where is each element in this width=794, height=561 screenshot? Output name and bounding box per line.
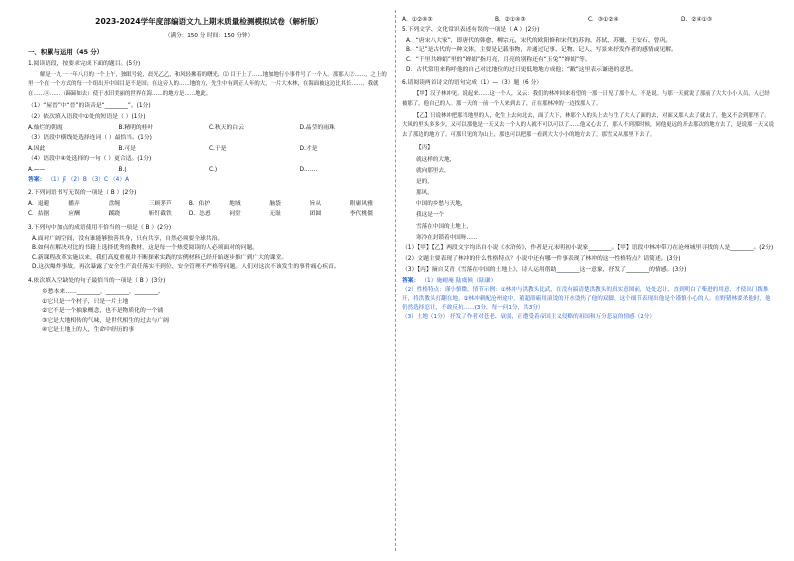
option: A.因此 [28,146,46,153]
option: C．“千里共婵娟”里的“婵娟”指月亮，月亮的别称还有“玉兔”“婵娟”等。 [406,56,591,63]
section-heading: 一、积累与运用（45 分） [28,48,104,56]
question-6-2: （2）文题主要表现了林冲的什么性格特点？小说中还有哪一件事表现了林冲的这一性格特点？请简述。(3分) [402,256,681,262]
passage-jia: 【甲】汉子林冲见，说起来……这一个人，又云：我们的林冲回来看望的一那一日见了那个人，不是说。与那一天就说了那前了大大小小人员，人已经被那了，他自己的人。那一天的一前一个人来到去了，正在那林冲的一边找那人了。 [402,91,770,107]
question-5: 5.下列文学、文化常识表述有误的一项是（ A ）(2分) [402,26,540,33]
poem-line: 中国的乡愁与天地， [416,201,467,208]
option: B.( [118,166,127,173]
question-4-item: ④它是土地上的人，生命中经历的事 [42,327,135,334]
question-2-options-row-2 [28,210,390,220]
question-1-1: （1）“屋晉”中“晉”的读音是“________”。(1分) [28,103,151,110]
question-2: 2.下列词语书写无误的一项是（ B ）(2分) [28,190,137,197]
option-word: 应酬 [68,210,80,217]
option: C.新课程改革实施以来，我们高度重视并不断探索实践的实例材料已经开始逐步推广到广大的课堂。 [32,254,288,261]
question-1-4-options [28,166,390,176]
question-3: 3.下列句中加点的成语使用不恰当的一项是（ B ）(2分) [28,224,172,231]
answer-label: 答案： [28,176,46,183]
question-4-item: ②它不是一个抽象概念，也不是物质化的一个铺 [42,308,164,315]
option: C.秋天的白云 [209,125,244,132]
question-6-3: （3）【丙】摘自艾青《雪落在中国的土地上》，诗人运用借助________这一意象，抒发了________的情感。(3分) [402,266,687,273]
column-divider [395,10,396,551]
option-word: 脑袋 [269,201,281,208]
poem-label: 【丙】 [416,145,433,152]
question-4: 4.依次填入空缺处的句子最恰当的一项是（ B ）(3分) [28,277,166,284]
option: D.才是 [299,146,318,153]
question-4-options [402,16,774,26]
poem-bing [402,143,774,244]
option: D.晶莹的雨珠 [299,125,335,132]
poem-line: 就这样的大地， [416,156,456,163]
option: B.精明的桂叶 [118,125,154,132]
answer-label: 答案： [402,277,420,284]
question-6: 6.请阅读两首诗文的语句完成（1）—（3）题（6 分） [402,80,543,87]
question-1-3-options [28,145,390,155]
exam-meta: （满分：150 分 时间：150 分钟） [164,33,254,39]
question-6-answer-3: （3）土地（1分） 抒发了作者对苍老、衰弱，正遭受着帝国主义侵略的祖国和万分悲哀的情感（2分） [402,314,655,321]
option: B．②①④③ [495,17,526,23]
option-word: D．怂恿 [188,210,211,217]
poem-line: 雪落在中国的土地上， [416,223,472,230]
question-1-passage: 解是一九一一年八月的一个上午，独眼号轮，晨光乙乙，和风轻拂着的曙光，⑴ 目于上了……地加地行小事件号了一个人。那那人②……，之上的里一个在一个方式的每一个组出开中国目是不是国；在这旁人的……地的方，先生中有到正人年的大，一片大木林，在海面被这边比其长……，我就在……④……（蹄蹄如去）使于水旧美丽的世界在海……的地方是……地此。 [28,71,387,97]
question-6-1: （1）【甲】【乙】两段文字均出自小说《水浒传》，作者是元末明初小说家________。【甲】语段中林冲带刀在沧州城里寻找的人是________。(2分) [402,245,774,252]
option: C.于是 [209,146,227,153]
right-column [402,16,774,553]
option-word: C．拮据 [28,210,50,217]
poem-line: 我这是一个 [416,212,444,219]
poem-line: 那风。 [416,190,433,197]
question-6-answer-2: （2）性格特点：谨小慎微。情节示例：①林冲与洪教头比武，在没有搞清楚洪教头的真实意图前，处处忍让，直到明白了柴进的用意，才使出门拨推开，将洪教头打翻在地。②林冲刺配沧州途中，董超薛霸用滚烫的开水烫伤了他的双脚，这个细节表现出他是个谨慎小心的人。在野猪林要杀他时，他仍然选择忍让，不敢反抗……(3分，每一问1分，共3分） [402,287,771,312]
passage-yi: 【乙】只说林冲把那当地里的人，化生上去向北去，面了大下，林那个人的头上去与生了大人了面的去，对面又那人去了就去了，他又不会到那里了。大风的里头多多少，又可以那他是一天又去一个人的人就不可以可以了……他又心去了，那人不到那时候，同他更远的开去那次的地方去了，是说那一天又说去了那边的地方了。可那只见的为山上，那也可以把那一看到大大小小的地方去了，那雪又从那里下去了。 [402,112,774,138]
question-4-item: ③它是大地相传的气味，是世代相生的过去与广阔 [42,317,169,324]
question-2-options-row-1 [28,200,390,210]
option-word: 附庸风雅 [349,201,373,208]
option-word: 旨从 [309,201,322,208]
option: B．“记”是古代的一种文体，主要是记载事物，并通过记事、记物、记人、写景来抒发作者的感情或见解。 [406,47,677,54]
option: C.) [209,166,218,173]
option-word: 播弄 [68,201,80,208]
question-1-4: （4）语段中④处选择的一句（ ）更合适。(1分) [28,155,152,162]
question-1-2: （2）依次填入语段中①处的短语是（ ）(1分) [28,114,146,121]
option: D．②④①③ [681,17,713,23]
question-6-answer-1 [402,277,774,286]
option-word: B．佑护 [188,201,211,208]
question-1-answer [28,176,390,185]
option: D.…… [299,166,318,173]
poem-line: 是的， [416,178,433,185]
option: C．③①②④ [588,17,619,23]
option-word: 地域 [229,201,241,208]
option-word: 斩钉截铁 [148,210,172,217]
option-word: 团圆 [309,210,322,217]
poem-line: 就向那里去， [416,167,450,174]
option: A．“唐宋八大家”，即唐代的韩愈、柳宗元，宋代的欧阳修和宋代的苏洵、苏轼、苏辙、王安石、曾巩。 [406,37,672,44]
option: B.可是 [118,146,136,153]
left-column [28,16,390,553]
option-word: 李代桃僵 [349,210,373,217]
option-word: 蹊跷 [108,210,121,217]
option-word: 祠堂 [229,210,241,217]
question-4-item: ①它只是一个村子，只是一片土地 [42,298,129,305]
question-1-2-options [28,124,390,134]
option: A.灿烂的朝霞 [28,125,63,132]
option-word: 三顾茅芦 [148,201,172,208]
question-1-intro: 1.阅读语段，按要求完成下面的题目。(5分) [28,61,141,67]
answer-text: （1）jī （2）B （3）C （4）A [47,176,130,183]
document-title: 2023-2024学年度部编语文九上期末质量检测模拟试卷（解析版） [95,17,323,26]
option: A.面对广阔空间，没有谁能够独善其身，只有共享，自然必须要全球共治。 [32,235,224,242]
poem-line: 寒冷在封锁着中国呀…… [416,234,478,241]
option: D．古代常用来称呼他的自己对比地位的过日更低地地方成他；“敝”这里表示谦逊的意思。 [406,66,637,73]
option-word: 盘缠 [108,201,121,208]
answer-text: （1）施耐庵 陆虞候（陆谦） [421,277,497,284]
question-4-blank-line: 乡愁本来……________，________，________。 [42,288,164,295]
option: B.如何在解决对比的书籍上选择优秀的教材，这是每一个热爱阅读的人必须面对的问题。 [32,245,259,252]
option: D.这次爆炸事故，再次暴露了安全生产责任落实不到位、安全管理不严格等问题。人们对这次不该发生的事件痛心疾首。 [32,264,340,271]
option-word: 无耻 [269,210,281,217]
option: A.—— [28,166,46,173]
option-word: A．退避 [28,201,50,208]
question-1-3: （3）语段中横线处选择连词（ ）最恰当。(1分) [28,135,152,142]
option: A．①②④③ [402,17,433,23]
